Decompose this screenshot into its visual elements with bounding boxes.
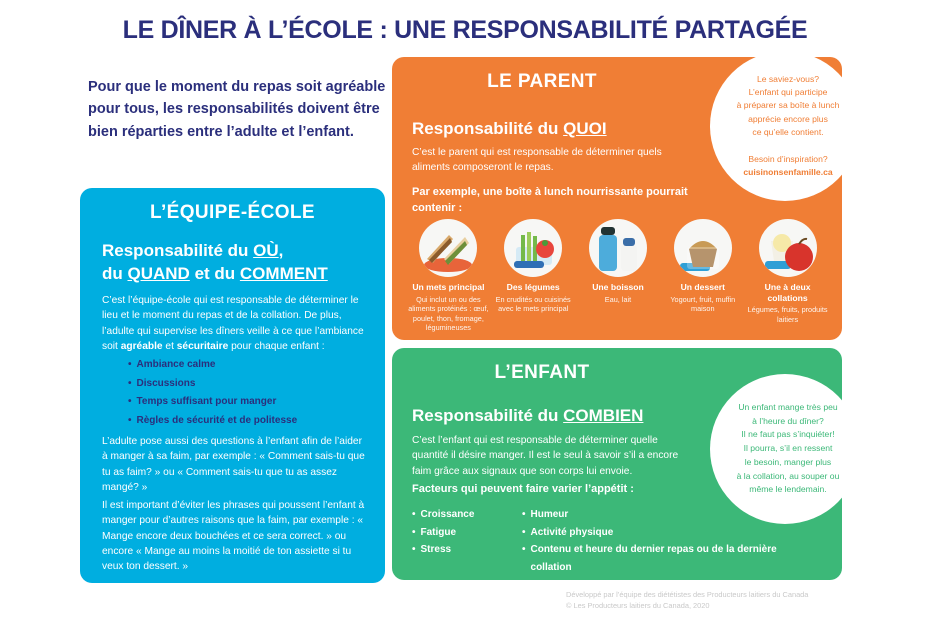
food-item <box>406 219 491 333</box>
parent-tip-cta-question: Besoin d’inspiration? <box>748 153 828 164</box>
page-title: LE DÎNER À L’ÉCOLE : UNE RESPONSABILITÉ PARTAGÉE <box>122 16 808 44</box>
child-tip-line2: à l’heure du dîner? <box>752 415 824 426</box>
panel-school-team <box>80 188 385 583</box>
food-item <box>660 219 745 333</box>
parent-tip-link[interactable]: cuisinonsenfamille.ca <box>743 166 833 177</box>
school-responsibility-title <box>102 240 372 286</box>
school-resp-key-quand: QUAND <box>127 263 190 283</box>
food-name: Une à deux collations <box>764 282 811 303</box>
list-item: • Fatigue <box>412 524 522 542</box>
food-item <box>491 219 576 333</box>
child-responsibility-title <box>412 406 643 426</box>
parent-heading: LE PARENT <box>487 71 597 92</box>
food-desc: Qui inclut un ou des aliments protéinés : œuf, poulet, thon, fromage, légumineuses <box>408 294 489 333</box>
list-item: • Activité physique <box>522 524 802 542</box>
footer-line-1: Développé par l’équipe des diététistes des Producteurs laitiers du Canada <box>566 590 809 599</box>
muffin-icon <box>674 219 732 277</box>
school-resp-key-comment: COMMENT <box>239 263 328 283</box>
parent-tip-line2: L’enfant qui participe <box>748 87 828 98</box>
list-item: • Croissance <box>412 506 522 524</box>
school-resp-post: , <box>278 241 284 260</box>
school-p1-c: et <box>162 340 177 352</box>
food-item <box>576 219 661 333</box>
food-name: Un mets principal <box>412 282 485 292</box>
school-p1-d: pour chaque enfant : <box>228 340 325 352</box>
food-desc: En crudités ou cuisinés avec le mets principal <box>495 294 571 314</box>
food-name: Un dessert <box>680 282 725 292</box>
parent-tip-line4: apprécie encore plus <box>748 113 828 124</box>
list-item: • Ambiance calme <box>128 356 378 375</box>
food-desc: Légumes, fruits, produits laitiers <box>747 305 828 324</box>
school-resp-key-ou: OÙ <box>253 241 279 260</box>
parent-example-intro: Par exemple, une boîte à lunch nourrissante pourrait contenir : <box>412 186 688 214</box>
panel-parent <box>392 57 842 340</box>
list-item <box>522 541 802 576</box>
school-resp-line2-mid: et du <box>189 263 240 283</box>
intro-text: Pour que le moment du repas soit agréable pour tous, les responsabilités doivent être bien réparties entre l’adulte et l’enfant. <box>88 79 386 140</box>
footer-credit <box>566 589 866 611</box>
parent-tip-bubble <box>710 51 860 201</box>
child-tip-line7: même le lendemain. <box>749 484 827 495</box>
parent-tip-line1: Le saviez-vous? <box>756 73 820 84</box>
food-name: Une boisson <box>592 282 644 292</box>
school-bullet-list <box>128 356 378 430</box>
list-item: • Stress <box>412 541 522 559</box>
child-factors-col-1 <box>412 506 522 576</box>
school-resp-pre: Responsabilité du <box>102 241 254 260</box>
school-p1-bold-securitaire: sécuritaire <box>176 340 229 352</box>
school-p1-b: De plus, l’adulte qui supervise les dîners veille à ce que l’ambiance soit <box>102 310 364 352</box>
water-bottle-icon <box>589 219 647 277</box>
child-tip-line1: Un enfant mange très peu <box>738 401 838 412</box>
parent-food-list <box>406 219 830 333</box>
child-paragraph-1: C’est l’enfant qui est responsable de déterminer quelle quantité il désire manger. Il est le seul à savoir s’il a encore faim grâce aux signaux que son corps lui envoie. <box>412 435 679 477</box>
child-factors-title: Facteurs qui peuvent faire varier l’appétit : <box>412 483 634 495</box>
parent-tip-line3: à préparer sa boîte à lunch <box>736 100 840 111</box>
school-p1-a: C’est l’équipe-école qui est responsable de déterminer le lieu et le moment du repas et de la collation. <box>102 295 359 322</box>
child-resp-pre: Responsabilité du <box>412 406 564 425</box>
child-tip-line6: à la collation, au souper ou <box>736 470 840 481</box>
yogurt-apple-icon <box>759 219 817 277</box>
parent-resp-key-quoi: QUOI <box>563 119 607 138</box>
child-tip-line4: Il pourra, s’il en ressent <box>743 443 833 454</box>
child-tip-line3: Il ne faut pas s’inquiéter! <box>741 429 835 440</box>
parent-resp-pre: Responsabilité du <box>412 119 564 138</box>
footer-line-2: © Les Producteurs laitiers du Canada, 2020 <box>566 601 710 611</box>
food-desc: Yogourt, fruit, muffin maison <box>670 294 736 314</box>
school-paragraph-1 <box>102 293 370 354</box>
food-name: Des légumes <box>506 282 560 292</box>
list-item: • Discussions <box>128 375 378 394</box>
sandwich-icon <box>419 219 477 277</box>
school-paragraph-3: Il est important d’éviter les phrases qui poussent l’enfant à manger pour d’autres raisons que la faim, par exemple : « Mange encore deux bouchées et ce sera correct. » ou encore « Mange au moins la moitié de ton assiette si tu veux ton dessert. » <box>102 500 365 573</box>
food-desc: Eau, lait <box>604 294 632 304</box>
parent-tip-text <box>715 73 856 180</box>
school-p1-bold-agreable: agréable <box>120 340 163 352</box>
vegetables-container-icon <box>504 219 562 277</box>
parent-responsibility-title <box>412 119 607 139</box>
child-tip-text <box>717 401 854 497</box>
child-tip-line5: le besoin, manger plus <box>744 456 832 467</box>
child-tip-bubble <box>710 374 860 524</box>
list-item: • Temps suffisant pour manger <box>128 393 378 412</box>
list-item: • Règles de sécurité et de politesse <box>128 412 378 431</box>
school-heading: L’ÉQUIPE-ÉCOLE <box>149 202 315 223</box>
school-paragraph-2: L’adulte pose aussi des questions à l’enfant afin de l’aider à manger à sa faim, par exemple : « Comment sais-tu que tu as faim? » ou « Comment sais-tu que tu as assez mangé? » <box>102 436 365 493</box>
parent-paragraph-1: C’est le parent qui est responsable de déterminer quels aliments composeront le repas. <box>412 147 662 174</box>
child-resp-key-combien: COMBIEN <box>563 406 644 425</box>
list-item-text: Contenu et heure du dernier repas ou de la dernière collation <box>530 544 777 573</box>
school-resp-line2-pre: du <box>102 263 128 283</box>
parent-tip-line5: ce qu’elle contient. <box>752 127 824 137</box>
food-item <box>745 219 830 333</box>
list-item: • Humeur <box>522 506 802 524</box>
panel-child <box>392 348 842 580</box>
child-heading: L’ENFANT <box>494 362 590 383</box>
